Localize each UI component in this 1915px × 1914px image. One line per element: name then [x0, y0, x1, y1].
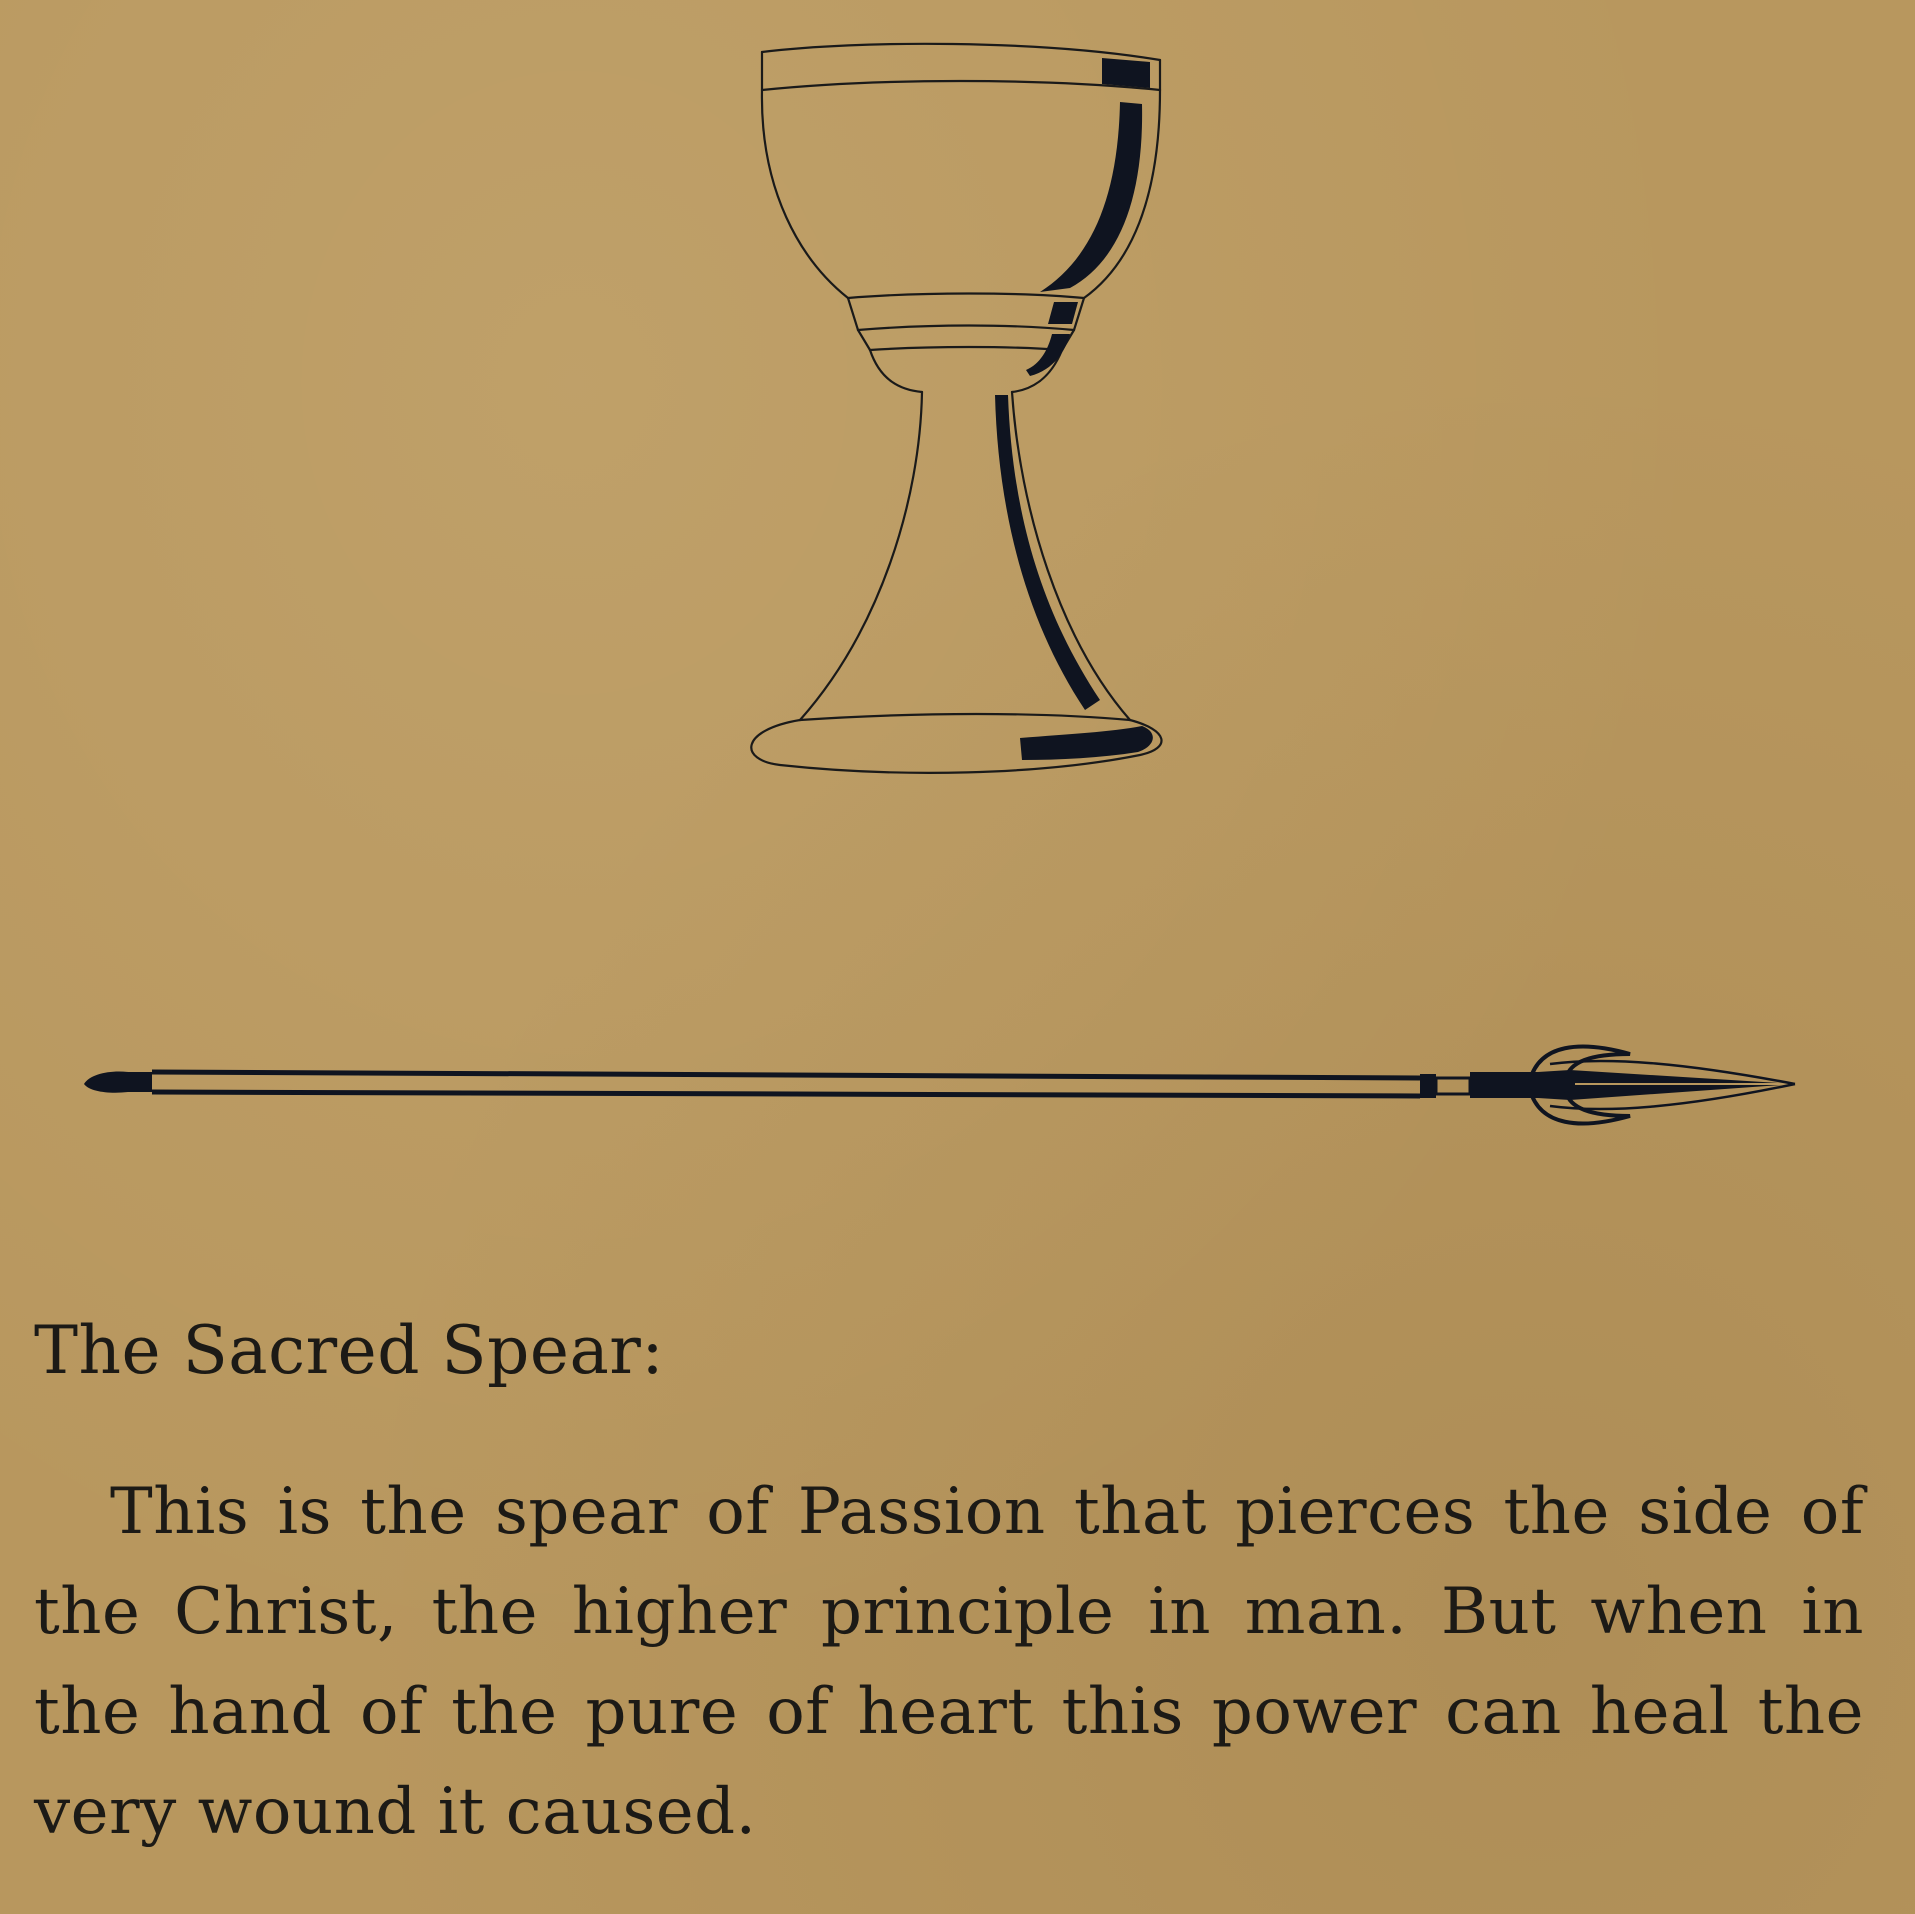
- spear-icon: [70, 1030, 1810, 1140]
- caption-title: The Sacred Spear:: [34, 1312, 665, 1389]
- chalice-icon: [740, 30, 1180, 790]
- caption-body: This is the spear of Passion that pierces the side of the Christ, the higher principle in man. But when in the hand of the pure of heart this power can heal the very wound it caused.: [34, 1475, 1864, 1849]
